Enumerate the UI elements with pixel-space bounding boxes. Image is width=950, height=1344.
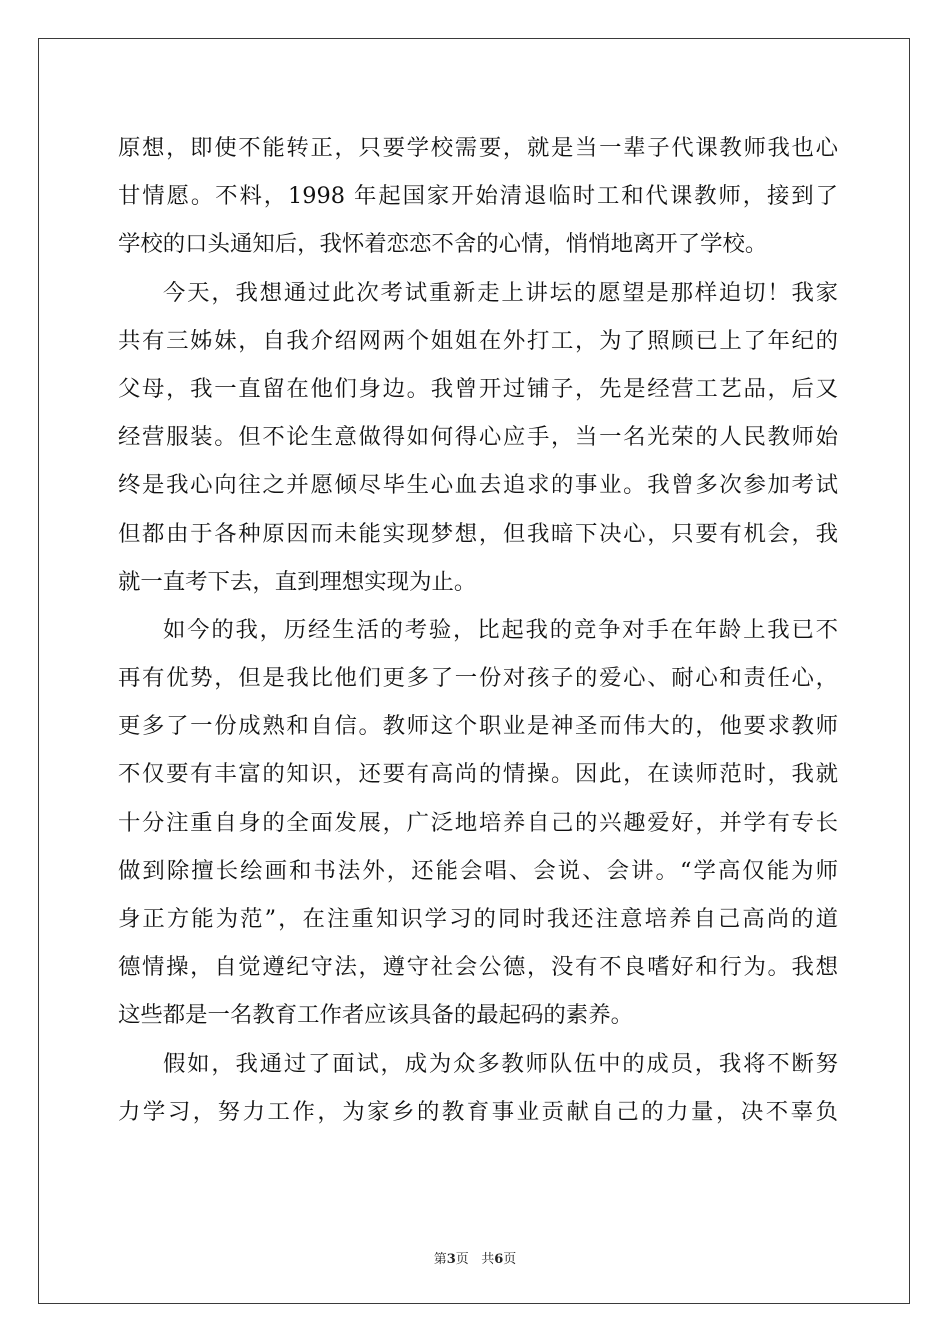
paragraph-line: 甘情愿。不料，1998 年起国家开始清退临时工和代课教师，接到了 [118, 183, 838, 210]
paragraph-line: 这些都是一名教育工作者应该具备的最起码的素养。 [118, 1002, 633, 1029]
footer-total-pages: 6 [494, 1252, 504, 1267]
paragraph-line: 更多了一份成熟和自信。教师这个职业是神圣而伟大的，他要求教师 [118, 713, 838, 740]
page-footer [0, 1248, 950, 1267]
paragraph-line: 原想，即使不能转正，只要学校需要，就是当一辈子代课教师我也心 [118, 135, 838, 161]
paragraph-line: 不仅要有丰富的知识，还要有高尚的情操。因此，在读师范时，我就 [118, 761, 838, 788]
paragraph-line: 十分注重自身的全面发展，广泛地培养自己的兴趣爱好，并学有专长 [118, 809, 838, 836]
paragraph-line: 学校的口头通知后，我怀着恋恋不舍的心情，悄悄地离开了学校。 [118, 231, 768, 258]
paragraph-line: 如今的我，历经生活的考验，比起我的竞争对手在年龄上我已不 [163, 616, 838, 643]
paragraph-line: 再有优势，但是我比他们更多了一份对孩子的爱心、耐心和责任心， [118, 665, 838, 692]
document-body [118, 124, 838, 1136]
paragraph-line: 假如，我通过了面试，成为众多教师队伍中的成员，我将不断努 [163, 1050, 838, 1077]
paragraph-line: 身正方能为范”，在注重知识学习的同时我还注意培养自己高尚的道 [118, 906, 838, 932]
paragraph-line: 经营服装。但不论生意做得如何得心应手，当一名光荣的人民教师始 [118, 424, 838, 451]
footer-total-unit: 页 [503, 1252, 517, 1267]
footer-prefix: 第 [433, 1252, 447, 1267]
paragraph-line: 但都由于各种原因而未能实现梦想，但我暗下决心，只要有机会，我 [118, 520, 838, 547]
paragraph-line: 父母，我一直留在他们身边。我曾开过铺子，先是经营工艺品，后又 [118, 375, 838, 402]
paragraph-line: 德情操，自觉遵纪守法，遵守社会公德，没有不良嗜好和行为。我想 [118, 954, 838, 981]
paragraph-line: 做到除擅长绘画和书法外，还能会唱、会说、会讲。“学高仅能为师 [118, 857, 838, 884]
paragraph-line: 就一直考下去，直到理想实现为止。 [118, 568, 477, 595]
paragraph-line: 终是我心向往之并愿倾尽毕生心血去追求的事业。我曾多次参加考试 [118, 472, 838, 499]
paragraph-line: 力学习，努力工作，为家乡的教育事业贡献自己的力量，决不辜负 [118, 1098, 838, 1125]
footer-total-prefix: 共 [481, 1252, 495, 1267]
paragraph-line: 共有三姊妹，自我介绍网两个姐姐在外打工，为了照顾已上了年纪的 [118, 327, 838, 354]
footer-current-page: 3 [446, 1252, 456, 1267]
footer-page-unit: 页 [455, 1252, 469, 1267]
paragraph-line: 今天，我想通过此次考试重新走上讲坛的愿望是那样迫切！我家 [163, 279, 838, 306]
